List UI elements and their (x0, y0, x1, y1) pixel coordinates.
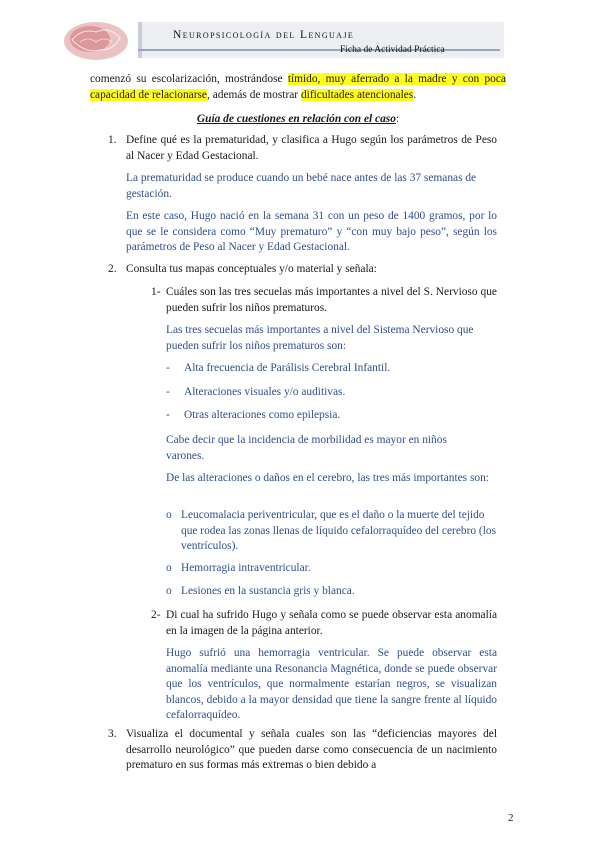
q1-answer-1: La prematuridad se produce cuando un bebé nace antes de las 37 semanas de gestación. (126, 172, 477, 200)
sequela-item: Alta frecuencia de Parálisis Cerebral Infantil. (184, 362, 391, 374)
sequela-item: Alteraciones visuales y/o auditivas. (184, 386, 346, 398)
q3-number: 3. (108, 728, 117, 740)
dash-bullet: - (166, 362, 170, 374)
brain-damage-item: Lesiones en la sustancia gris y blanca. (181, 585, 355, 597)
q3-question: Visualiza el documental y señala cuales son las “deficiencias mayores del desarrollo neurológico” que pueden darse como consecuencia de un nacimiento prematuro en sus formas más extremas o bien debido a (126, 728, 497, 771)
intro-text-2: , además de mostrar (207, 88, 301, 101)
intro-text-1: comenzó su escolarización, mostrándose (90, 73, 288, 85)
dash-bullet: - (166, 409, 170, 421)
q1-answer-2: En este caso, Hugo nació en la semana 31 con un peso de 1400 gramos, por lo que se le considera como “Muy prematuro” y “con muy bajo peso”, según los parámetros de Peso al Nacer y Edad Gestacional. (126, 210, 497, 253)
header-subtitle: Ficha de Actividad Práctica (340, 45, 445, 55)
page-number: 2 (508, 812, 514, 824)
o-bullet: o (166, 509, 172, 521)
section-title (90, 112, 506, 128)
dash-bullet: - (166, 386, 170, 398)
brain-logo-icon (62, 20, 130, 62)
o-bullet: o (166, 585, 172, 597)
intro-highlight-2: dificultades atencionales (300, 88, 414, 101)
header-divider (138, 49, 500, 51)
q2-sub2-number: 2- (151, 609, 161, 621)
morbidity-note: Cabe decir que la incidencia de morbilidad es mayor en niños varones. (166, 434, 447, 462)
o-bullet: o (166, 562, 172, 574)
intro-paragraph (90, 72, 506, 103)
q2-number: 2. (108, 263, 117, 275)
sequela-item: Otras alteraciones como epilepsia. (184, 409, 341, 421)
header-title: Neuropsicología del Lenguaje (173, 29, 355, 41)
intro-text-3: . (413, 88, 417, 101)
q1-question: Define qué es la prematuridad, y clasifica a Hugo según los parámetros de Peso al Nacer y Edad Gestacional. (126, 134, 497, 162)
q2-sub1-number: 1- (151, 286, 161, 298)
intro-highlight-1: tímido, muy aferrado a la madre y con poca capacidad de relacionarse (90, 73, 506, 101)
q2-sub1-intro: Las tres secuelas más importantes a nivel del Sistema Nervioso que pueden sufrir los niños prematuros son: (166, 324, 474, 352)
q2-question: Consulta tus mapas conceptuales y/o material y señala: (126, 263, 377, 275)
brain-damage-item: Leucomalacia periventricular, que es el daño o la muerte del tejido que rodea las zonas llenas de líquido cefalorraquídeo del cerebro (los ventrículos). (181, 509, 497, 552)
q2-sub2-question: Di cual ha sufrido Hugo y señala como se puede observar esta anomalía en la imagen de la página anterior. (166, 609, 497, 637)
q1-number: 1. (108, 134, 117, 146)
section-title-colon: : (395, 113, 400, 125)
section-title-text: Guía de cuestiones en relación con el caso (196, 113, 396, 125)
brain-damage-intro: De las alteraciones o daños en el cerebro, las tres más importantes son: (166, 472, 489, 484)
brain-damage-item: Hemorragia intraventricular. (181, 562, 311, 574)
q2-sub2-answer: Hugo sufrió una hemorragia ventricular. Se puede observar esta anomalía mediante una Resonancia Magnética, donde se puede observar que los ventrículos, que normalmente estarían negros, se visualizan blancos, debido a la mayor densidad que tiene la sangre frente al líquido cefalorraquídeo. (166, 647, 497, 721)
q2-sub1-question: Cuáles son las tres secuelas más importantes a nivel del S. Nervioso que pueden sufrir los niños prematuros. (166, 286, 497, 314)
